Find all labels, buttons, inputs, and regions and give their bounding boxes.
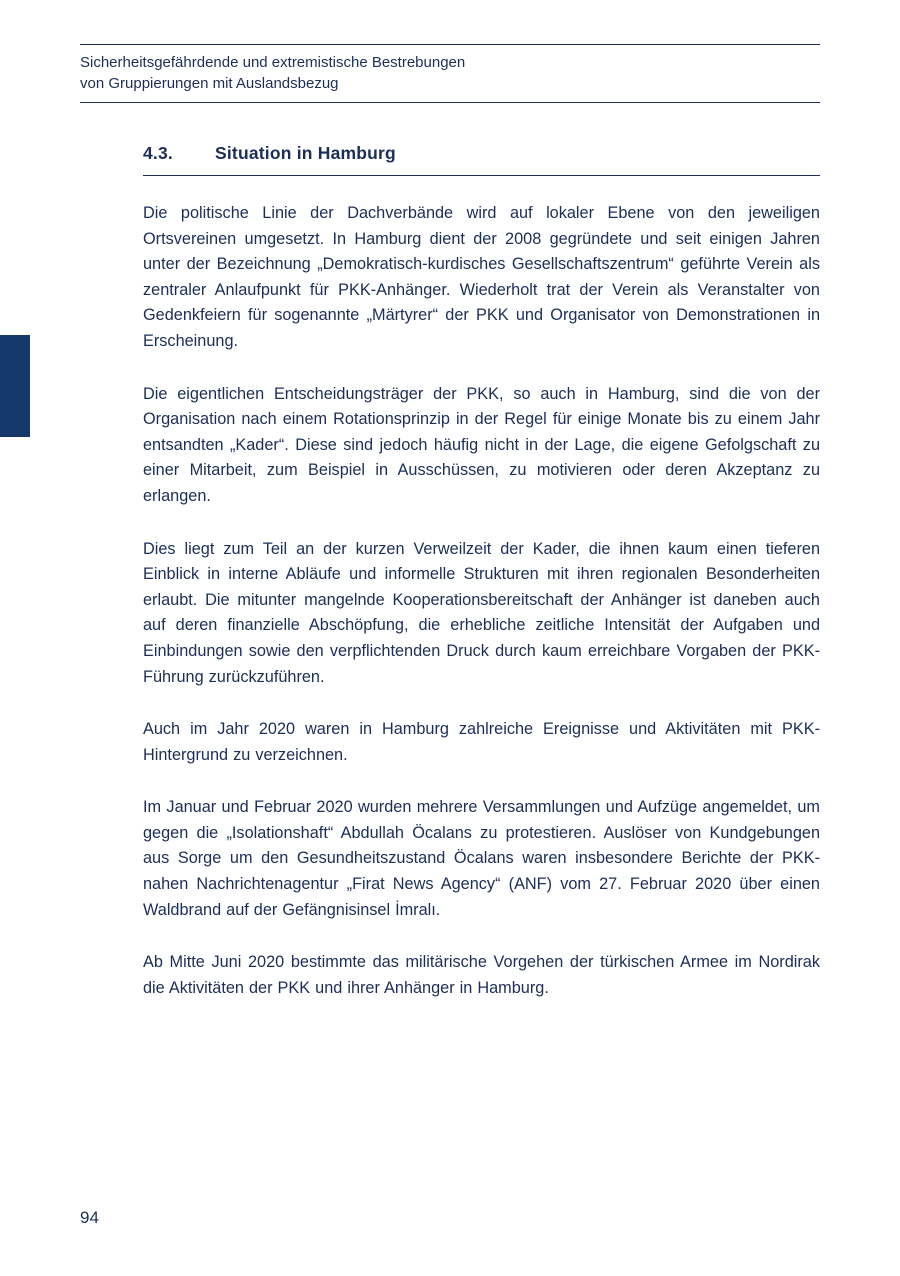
body-text — [143, 201, 820, 1001]
paragraph-4: Auch im Jahr 2020 waren in Hamburg zahlreiche Ereignisse und Aktivitäten mit PKK-Hintergrund zu verzeichnen. — [143, 720, 820, 764]
paragraph-3: Dies liegt zum Teil an der kurzen Verweilzeit der Kader, die ihnen kaum einen tieferen Einblick in interne Abläufe und informelle Strukturen mit ihren regionalen Besonderheiten erlaubt. Die mitunter mangelnde Kooperationsbereitschaft der Anhänger ist daneben auch auf deren finanzielle Abschöpfung, die erhebliche zeitliche Intensität der Aufgaben und Einbindungen sowie den verpflichtenden Druck durch kaum erreichbare Vorgaben der PKK-Führung zurückzuführen. — [143, 539, 820, 686]
section-title: Situation in Hamburg — [215, 143, 396, 163]
section-heading-rule — [143, 175, 820, 176]
section-heading — [143, 143, 820, 164]
paragraph-2: Die eigentlichen Entscheidungsträger der PKK, so auch in Hamburg, sind die von der Organisation nach einem Rotationsprinzip in der Regel für einige Monate bis zu einem Jahr entsandten „Kader“. Diese sind jedoch häufig nicht in der Lage, die eigene Gefolgschaft zu einer Mitarbeit, zum Beispiel in Ausschüssen, zu motivieren oder deren Akzeptanz zu erlangen. — [143, 384, 820, 505]
page-number: 94 — [80, 1208, 99, 1227]
chapter-side-tab — [0, 335, 30, 437]
running-header-line2: von Gruppierungen mit Auslandsbezug — [80, 75, 339, 92]
content-column — [143, 143, 820, 1013]
header-rule-bottom — [80, 102, 820, 103]
paragraph-1: Die politische Linie der Dachverbände wird auf lokaler Ebene von den jeweiligen Ortsvereinen umgesetzt. In Hamburg dient der 2008 gegründete und seit einigen Jahren unter der Bezeichnung „Demokratisch-kurdisches Gesellschaftszentrum“ geführte Verein als zentraler Anlaufpunkt für PKK-Anhänger. Wiederholt trat der Verein als Veranstalter von Gedenkfeiern für sogenannte „Märtyrer“ der PKK und Organisator von Demonstrationen in Erscheinung. — [143, 204, 820, 350]
paragraph-6: Ab Mitte Juni 2020 bestimmte das militärische Vorgehen der türkischen Armee im Nordirak die Aktivitäten der PKK und ihrer Anhänger in Hamburg. — [143, 953, 820, 997]
paragraph-5: Im Januar und Februar 2020 wurden mehrere Versammlungen und Aufzüge angemeldet, um gegen die „Isolationshaft“ Abdullah Öcalans zu protestieren. Auslöser von Kundgebungen aus Sorge um den Gesundheitszustand Öcalans waren insbesondere Berichte der PKK-nahen Nachrichtenagentur „Firat News Agency“ (ANF) vom 27. Februar 2020 über einen Waldbrand auf der Gefängnisinsel İmralı. — [143, 798, 820, 919]
section-number: 4.3. — [143, 143, 173, 163]
running-header-line1: Sicherheitsgefährdende und extremistische Bestrebungen — [80, 54, 466, 71]
running-header — [80, 44, 820, 103]
running-header-text — [80, 45, 820, 102]
